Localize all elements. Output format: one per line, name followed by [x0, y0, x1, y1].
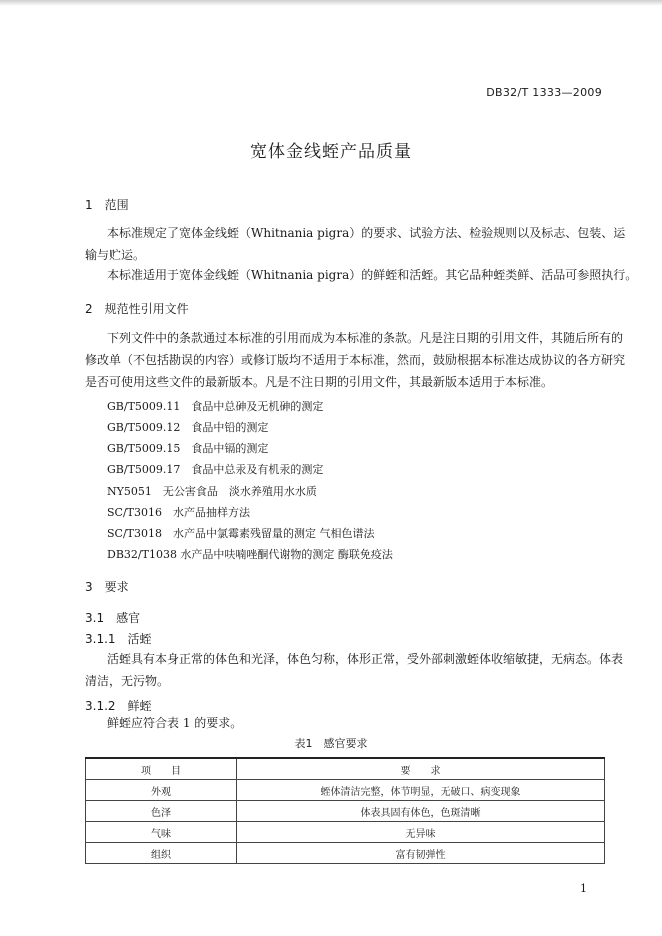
table-header-row — [86, 758, 605, 780]
section-3-1-1-line-1: 活蛭具有本身正常的体色和光泽，体色匀称，体形正常，受外部刺激蛭体收缩敏捷，无病态。体表 — [107, 652, 624, 666]
reference-item: SC/T3016 水产品抽样方法 — [107, 506, 250, 519]
section-3-1-2-heading: 3.1.2 鲜蛭 — [85, 699, 152, 713]
section-3-1-1-line-2: 清洁，无污物。 — [85, 674, 170, 688]
section-3-heading: 3 要求 — [85, 580, 129, 594]
table-cell: 体表具固有体色，色斑清晰 — [237, 801, 605, 822]
page-number: 1 — [580, 882, 587, 895]
section-2-paragraph-line-2: 修改单（不包括勘误的内容）或修订版均不适用于本标准，然而，鼓励根据本标准达成协议的各方研究 — [85, 353, 626, 367]
table-cell: 色泽 — [86, 801, 237, 822]
table-cell: 外观 — [86, 780, 237, 801]
table-cell: 富有韧弹性 — [237, 843, 605, 864]
reference-item: GB/T5009.12 食品中铅的测定 — [107, 421, 269, 434]
section-3-1-heading: 3.1 感官 — [85, 611, 141, 625]
table-cell: 蛭体清洁完整，体节明显，无破口、病变现象 — [237, 780, 605, 801]
section-2-heading: 2 规范性引用文件 — [85, 302, 189, 316]
section-3-1-1-heading: 3.1.1 活蛭 — [85, 632, 152, 646]
table-header-cell: 项 目 — [86, 758, 237, 780]
reference-item: SC/T3018 水产品中氯霉素残留量的测定 气相色谱法 — [107, 527, 375, 540]
section-1-paragraph-1-line-1: 本标准规定了宽体金线蛭（Whitnania pigra）的要求、试验方法、检验规则以及标志、包装、运 — [107, 226, 626, 240]
table-row — [86, 822, 605, 843]
standard-code: DB32/T 1333—2009 — [486, 86, 602, 99]
table-row — [86, 843, 605, 864]
table-row — [86, 780, 605, 801]
document-title: 宽体金线蛭产品质量 — [250, 142, 412, 162]
section-2-paragraph-line-3: 是否可使用这些文件的最新版本。凡是不注日期的引用文件，其最新版本适用于本标准。 — [85, 375, 554, 389]
table-caption: 表1 感官要求 — [294, 737, 368, 750]
reference-item: DB32/T1038 水产品中呋喃唑酮代谢物的测定 酶联免疫法 — [107, 548, 393, 561]
section-1-paragraph-1-line-2: 输与贮运。 — [85, 248, 146, 262]
section-2-paragraph-line-1: 下列文件中的条款通过本标准的引用而成为本标准的条款。凡是注日期的引用文件，其随后所有的 — [107, 331, 624, 345]
table-cell: 组织 — [86, 843, 237, 864]
reference-item: NY5051 无公害食品 淡水养殖用水水质 — [107, 485, 317, 498]
reference-item: GB/T5009.11 食品中总砷及无机砷的测定 — [107, 400, 324, 413]
table-cell: 气味 — [86, 822, 237, 843]
section-1-heading: 1 范围 — [85, 198, 129, 212]
reference-item: GB/T5009.17 食品中总汞及有机汞的测定 — [107, 463, 324, 476]
section-1-paragraph-2: 本标准适用于宽体金线蛭（Whitnania pigra）的鲜蛭和活蛭。其它品种蛭类鲜、活品可参照执行。 — [107, 268, 638, 282]
scan-edge — [0, 0, 662, 6]
table-row — [86, 801, 605, 822]
table-header-cell: 要 求 — [237, 758, 605, 780]
section-3-1-2-paragraph: 鲜蛭应符合表 1 的要求。 — [107, 716, 243, 730]
sensory-requirements-table — [85, 757, 605, 864]
reference-item: GB/T5009.15 食品中镉的测定 — [107, 442, 269, 455]
table-cell: 无异味 — [237, 822, 605, 843]
